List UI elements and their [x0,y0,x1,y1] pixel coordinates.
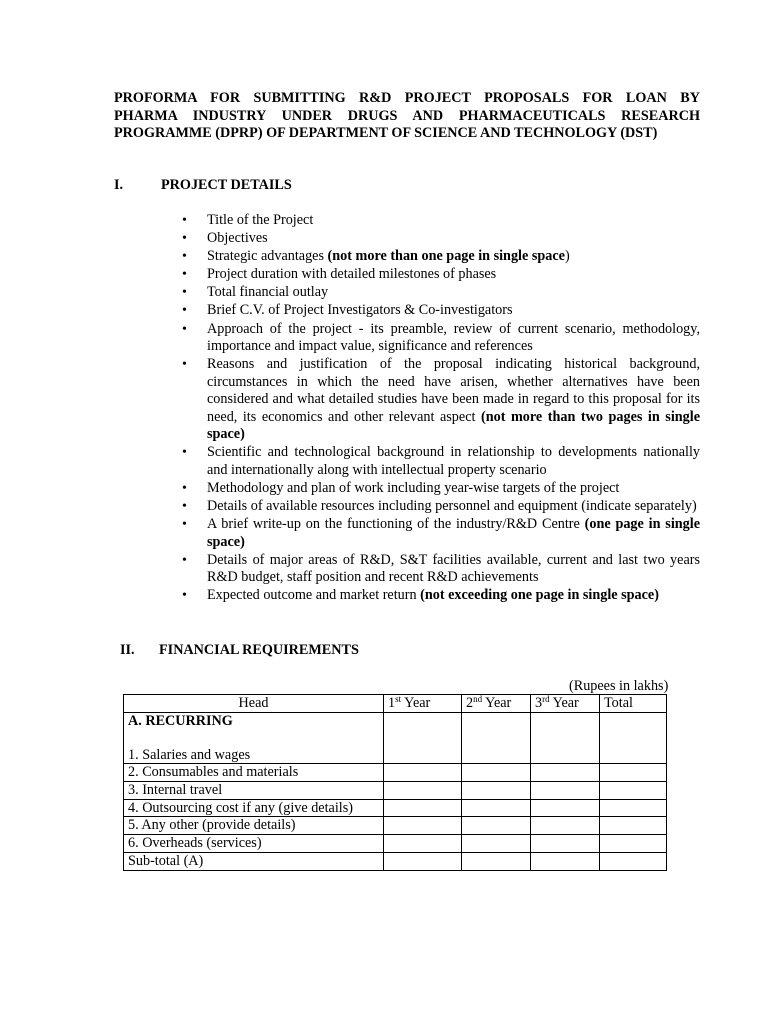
list-item: • Strategic advantages (not more than one page in single space) [180,248,700,266]
cell-total[interactable] [600,781,667,799]
list-item: • Methodology and plan of work including year-wise targets of the project [180,480,700,498]
list-item: • Project duration with detailed milestones of phases [180,266,700,284]
row-label: 2. Consumables and materials [124,764,384,782]
section-number: I. [114,177,124,193]
table-row-recurring [124,713,667,764]
list-item: • Reasons and justification of the proposal indicating historical background, circumstances in which the need have arisen, whether alternatives have been considered and what detailed studies have been made in regard to this proposal for its need, its economics and other relevant aspect (not more than two pages in single space) [180,356,700,444]
cell-year-2[interactable] [462,852,531,870]
list-item: • Total financial outlay [180,284,700,302]
table-row-subtotal [124,852,667,870]
cell-year-1[interactable] [384,799,462,817]
title-line-1: PROFORMA FOR SUBMITTING R&D PROJECT PROPOSALS FOR LOAN BY [114,90,700,106]
table-row [124,764,667,782]
header-year-2: 2nd Year [462,695,531,713]
row-label: 1. Salaries and wages [128,747,251,763]
list-item: • Objectives [180,230,700,248]
cell-year-3[interactable] [531,781,600,799]
cell-year-1[interactable] [384,713,462,764]
list-item: • Approach of the project - its preamble, review of current scenario, methodology, importance and impact value, significance and references [180,321,700,356]
list-item: • Scientific and technological background in relationship to developments nationally and internationally along with intellectual property scenario [180,444,700,479]
cell-year-1[interactable] [384,835,462,853]
project-details-list [180,212,700,605]
table-row [124,781,667,799]
section-title: PROJECT DETAILS [161,177,292,193]
section-number: II. [120,642,135,658]
list-item: • Details of major areas of R&D, S&T facilities available, current and last two years R&D budget, staff position and recent R&D achievements [180,552,700,587]
cell-year-2[interactable] [462,713,531,764]
cell-year-2[interactable] [462,817,531,835]
table-row [124,835,667,853]
cell-total[interactable] [600,764,667,782]
cell-year-1[interactable] [384,817,462,835]
table-row [124,817,667,835]
cell-year-2[interactable] [462,799,531,817]
list-item: • A brief write-up on the functioning of the industry/R&D Centre (one page in single space) [180,516,700,551]
header-year-1: 1st Year [384,695,462,713]
currency-unit-note: (Rupees in lakhs) [569,678,669,694]
financial-requirements-table [123,694,667,871]
cell-year-3[interactable] [531,817,600,835]
list-item: • Brief C.V. of Project Investigators & Co-investigators [180,302,700,320]
header-total: Total [600,695,667,713]
header-head: Head [124,695,384,713]
recurring-cell [124,713,384,764]
table-header-row [124,695,667,713]
cell-year-3[interactable] [531,799,600,817]
header-year-3: 3rd Year [531,695,600,713]
cell-total[interactable] [600,835,667,853]
row-label: Sub-total (A) [124,852,384,870]
title-line-2: PHARMA INDUSTRY UNDER DRUGS AND PHARMACEUTICALS RESEARCH [114,107,700,124]
cell-total[interactable] [600,713,667,764]
cell-year-1[interactable] [384,781,462,799]
cell-total[interactable] [600,817,667,835]
row-label: 3. Internal travel [124,781,384,799]
row-label: 5. Any other (provide details) [124,817,384,835]
table-row [124,799,667,817]
cell-year-2[interactable] [462,764,531,782]
cell-year-3[interactable] [531,713,600,764]
recurring-label: A. RECURRING [128,713,233,729]
list-item: • Expected outcome and market return (not exceeding one page in single space) [180,587,700,605]
document-title [114,90,700,143]
cell-year-3[interactable] [531,852,600,870]
cell-total[interactable] [600,852,667,870]
cell-year-2[interactable] [462,835,531,853]
title-line-3: PROGRAMME (DPRP) OF DEPARTMENT OF SCIENCE AND TECHNOLOGY (DST) [114,125,658,141]
list-item: • Details of available resources including personnel and equipment (indicate separately) [180,498,700,516]
list-item: • Title of the Project [180,212,700,230]
cell-year-1[interactable] [384,852,462,870]
row-label: 6. Overheads (services) [124,835,384,853]
row-label: 4. Outsourcing cost if any (give details) [124,799,384,817]
section-title: FINANCIAL REQUIREMENTS [159,642,359,658]
cell-year-2[interactable] [462,781,531,799]
cell-year-3[interactable] [531,764,600,782]
cell-year-3[interactable] [531,835,600,853]
cell-year-1[interactable] [384,764,462,782]
cell-total[interactable] [600,799,667,817]
